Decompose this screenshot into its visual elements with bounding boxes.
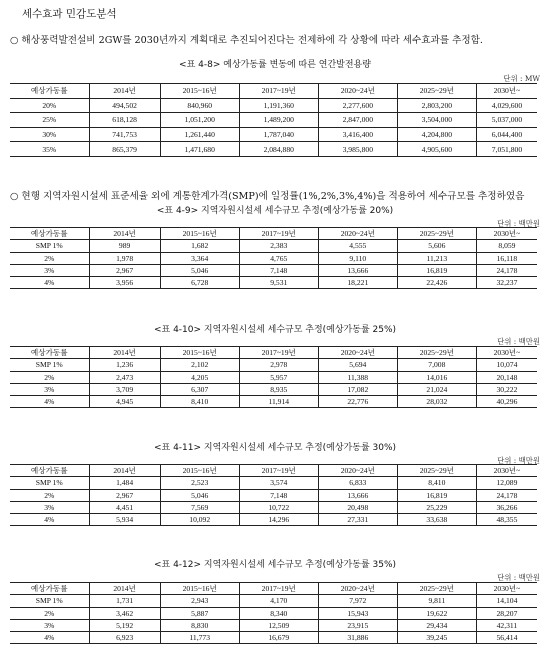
table-cell: 28,032 (397, 396, 476, 408)
table-cell: 1,489,200 (239, 113, 318, 128)
table-cell: 2,523 (160, 477, 239, 489)
table-unit-4-9: 단위 : 백만원 (497, 219, 540, 228)
column-header: 2017~19년 (239, 84, 318, 99)
row-label-cell: 2% (10, 371, 89, 383)
table-cell: 6,728 (160, 277, 239, 289)
table-cell: 36,266 (476, 501, 537, 513)
table-header-row (10, 347, 537, 359)
column-header: 2017~19년 (239, 465, 318, 477)
row-label-cell: 2% (10, 607, 89, 619)
table-cell: 10,722 (239, 501, 318, 513)
bullet-paragraph-1: ○ 해상풍력발전설비 2GW를 2030년까지 계획대로 추진되어진다는 전제하에 각 상황에 따라 세수효과를 추정함. (10, 35, 483, 46)
table-cell: 4,029,600 (476, 98, 537, 113)
table-row (10, 98, 537, 113)
table-4-12 (10, 582, 537, 644)
column-header: 2017~19년 (239, 583, 318, 595)
table-cell: 2,967 (89, 489, 160, 501)
table-cell: 2,943 (160, 595, 239, 607)
bullet-paragraph-2: ○ 현행 지역자원시설세 표준세율 외에 계통한계가격(SMP)에 일정률(1%,2%,3%,4%)을 적용하여 세수규모를 추정하였음 (10, 191, 525, 202)
table-cell: 4,451 (89, 501, 160, 513)
table-row (10, 142, 537, 157)
column-header: 2025~29년 (397, 84, 476, 99)
table-row (10, 489, 537, 501)
table-row (10, 371, 537, 383)
table-unit-4-8: 단위 : MW (503, 74, 540, 83)
row-label-cell: 4% (10, 514, 89, 526)
table-cell: 1,236 (89, 359, 160, 371)
row-label-cell: 3% (10, 619, 89, 631)
table-cell: 2,967 (89, 264, 160, 276)
table-cell: 18,221 (318, 277, 397, 289)
table-cell: 7,051,800 (476, 142, 537, 157)
table-cell: 2,803,200 (397, 98, 476, 113)
table-cell: 1,051,200 (160, 113, 239, 128)
column-header: 2030년~ (476, 347, 537, 359)
table-cell: 5,694 (318, 359, 397, 371)
table-cell: 2,978 (239, 359, 318, 371)
column-header: 2015~16년 (160, 228, 239, 240)
table-cell: 40,296 (476, 396, 537, 408)
table-cell: 3,985,800 (318, 142, 397, 157)
table-cell: 3,956 (89, 277, 160, 289)
table-cell: 11,388 (318, 371, 397, 383)
table-cell: 1,787,040 (239, 127, 318, 142)
table-row (10, 396, 537, 408)
table-row (10, 383, 537, 395)
table-4-9 (10, 227, 537, 289)
table-cell: 3,709 (89, 383, 160, 395)
table-cell: 4,170 (239, 595, 318, 607)
column-header: 2014년 (89, 465, 160, 477)
table-cell: 31,886 (318, 632, 397, 644)
table-cell: 48,355 (476, 514, 537, 526)
table-cell: 5,934 (89, 514, 160, 526)
row-label-cell: 2% (10, 489, 89, 501)
table-cell: 1,731 (89, 595, 160, 607)
table-header-row (10, 84, 537, 99)
table-cell: 25,229 (397, 501, 476, 513)
row-label-cell: 4% (10, 632, 89, 644)
table-cell: 14,296 (239, 514, 318, 526)
table-cell: 8,410 (160, 396, 239, 408)
table-cell: 30,222 (476, 383, 537, 395)
table-cell: 24,178 (476, 264, 537, 276)
row-label-cell: 3% (10, 264, 89, 276)
table-cell: 1,484 (89, 477, 160, 489)
table-caption-4-10: <표 4-10> 지역자원시설세 세수규모 추정(예상가동률 25%) (153, 325, 397, 335)
table-row (10, 359, 537, 371)
table-cell: 1,978 (89, 252, 160, 264)
column-header: 2030년~ (476, 228, 537, 240)
column-header: 2020~24년 (318, 228, 397, 240)
table-4-8 (10, 83, 537, 157)
table-cell: 29,434 (397, 619, 476, 631)
table-unit-4-11: 단위 : 백만원 (497, 456, 540, 465)
column-header: 2017~19년 (239, 228, 318, 240)
table-cell: 17,082 (318, 383, 397, 395)
row-label-cell: SMP 1% (10, 477, 89, 489)
table-cell: 56,414 (476, 632, 537, 644)
table-cell: 32,237 (476, 277, 537, 289)
table-caption-4-9: <표 4-9> 지역자원시설세 세수규모 추정(예상가동률 20%) (156, 206, 394, 216)
row-label-cell: 25% (10, 113, 89, 128)
table-caption-4-8: <표 4-8> 예상가동률 변동에 따른 연간발전용량 (179, 60, 371, 70)
row-label-cell: 20% (10, 98, 89, 113)
table-row (10, 514, 537, 526)
table-cell: 11,773 (160, 632, 239, 644)
row-label-cell: 3% (10, 383, 89, 395)
row-label-cell: 3% (10, 501, 89, 513)
row-label-cell: 35% (10, 142, 89, 157)
table-cell: 11,213 (397, 252, 476, 264)
table-cell: 3,574 (239, 477, 318, 489)
table-cell: 1,261,440 (160, 127, 239, 142)
table-cell: 6,044,400 (476, 127, 537, 142)
table-cell: 7,569 (160, 501, 239, 513)
table-cell: 2,277,600 (318, 98, 397, 113)
table-cell: 4,945 (89, 396, 160, 408)
table-cell: 22,426 (397, 277, 476, 289)
column-header: 2020~24년 (318, 347, 397, 359)
table-row (10, 277, 537, 289)
table-cell: 2,847,000 (318, 113, 397, 128)
column-header: 2015~16년 (160, 465, 239, 477)
column-header: 예상가동률 (10, 347, 89, 359)
table-header-row (10, 228, 537, 240)
table-cell: 39,245 (397, 632, 476, 644)
table-cell: 6,307 (160, 383, 239, 395)
table-row (10, 595, 537, 607)
table-cell: 4,204,800 (397, 127, 476, 142)
table-cell: 494,502 (89, 98, 160, 113)
column-header: 예상가동률 (10, 228, 89, 240)
table-cell: 12,089 (476, 477, 537, 489)
column-header: 예상가동률 (10, 583, 89, 595)
column-header: 2025~29년 (397, 347, 476, 359)
table-cell: 865,379 (89, 142, 160, 157)
row-label-cell: SMP 1% (10, 595, 89, 607)
table-cell: 5,046 (160, 264, 239, 276)
column-header: 2030년~ (476, 465, 537, 477)
table-cell: 741,753 (89, 127, 160, 142)
table-cell: 840,960 (160, 98, 239, 113)
table-cell: 33,638 (397, 514, 476, 526)
table-caption-4-11: <표 4-11> 지역자원시설세 세수규모 추정(예상가동률 30%) (153, 443, 397, 453)
row-label-cell: 4% (10, 396, 89, 408)
table-cell: 9,811 (397, 595, 476, 607)
table-cell: 8,935 (239, 383, 318, 395)
column-header: 2014년 (89, 583, 160, 595)
table-cell: 7,972 (318, 595, 397, 607)
table-cell: 7,008 (397, 359, 476, 371)
table-cell: 19,622 (397, 607, 476, 619)
table-cell: 5,037,000 (476, 113, 537, 128)
table-cell: 9,110 (318, 252, 397, 264)
column-header: 2014년 (89, 84, 160, 99)
table-cell: 16,819 (397, 489, 476, 501)
table-cell: 2,084,880 (239, 142, 318, 157)
table-row (10, 477, 537, 489)
column-header: 2015~16년 (160, 583, 239, 595)
row-label-cell: SMP 1% (10, 359, 89, 371)
table-cell: 8,410 (397, 477, 476, 489)
table-header-row (10, 465, 537, 477)
table-cell: 21,024 (397, 383, 476, 395)
table-caption-4-12: <표 4-12> 지역자원시설세 세수규모 추정(예상가동률 35%) (153, 560, 397, 570)
column-header: 2025~29년 (397, 465, 476, 477)
table-cell: 16,679 (239, 632, 318, 644)
table-cell: 16,819 (397, 264, 476, 276)
table-row (10, 264, 537, 276)
table-cell: 14,016 (397, 371, 476, 383)
column-header: 예상가동률 (10, 84, 89, 99)
table-cell: 2,102 (160, 359, 239, 371)
table-cell: 1,682 (160, 240, 239, 252)
table-cell: 15,943 (318, 607, 397, 619)
column-header: 2014년 (89, 228, 160, 240)
table-cell: 3,364 (160, 252, 239, 264)
column-header: 2030년~ (476, 583, 537, 595)
table-cell: 2,383 (239, 240, 318, 252)
table-cell: 28,207 (476, 607, 537, 619)
column-header: 2030년~ (476, 84, 537, 99)
column-header: 2020~24년 (318, 583, 397, 595)
table-cell: 4,205 (160, 371, 239, 383)
column-header: 2025~29년 (397, 228, 476, 240)
section-title: 세수효과 민감도분석 (22, 8, 117, 20)
table-cell: 3,416,400 (318, 127, 397, 142)
row-label-cell: 4% (10, 277, 89, 289)
table-cell: 3,462 (89, 607, 160, 619)
table-4-11 (10, 464, 537, 526)
table-cell: 5,192 (89, 619, 160, 631)
table-cell: 6,833 (318, 477, 397, 489)
table-row (10, 607, 537, 619)
table-cell: 1,191,360 (239, 98, 318, 113)
row-label-cell: SMP 1% (10, 240, 89, 252)
table-cell: 8,830 (160, 619, 239, 631)
table-cell: 3,504,000 (397, 113, 476, 128)
column-header: 2015~16년 (160, 347, 239, 359)
table-cell: 12,509 (239, 619, 318, 631)
table-cell: 16,118 (476, 252, 537, 264)
row-label-cell: 30% (10, 127, 89, 142)
table-cell: 5,887 (160, 607, 239, 619)
table-row (10, 252, 537, 264)
column-header: 2020~24년 (318, 84, 397, 99)
table-cell: 5,046 (160, 489, 239, 501)
table-cell: 2,473 (89, 371, 160, 383)
table-row (10, 240, 537, 252)
table-cell: 4,765 (239, 252, 318, 264)
table-cell: 7,148 (239, 264, 318, 276)
table-cell: 24,178 (476, 489, 537, 501)
column-header: 2020~24년 (318, 465, 397, 477)
table-cell: 10,074 (476, 359, 537, 371)
table-cell: 4,905,600 (397, 142, 476, 157)
table-unit-4-12: 단위 : 백만원 (497, 573, 540, 582)
table-row (10, 632, 537, 644)
column-header: 예상가동률 (10, 465, 89, 477)
table-row (10, 619, 537, 631)
table-cell: 7,148 (239, 489, 318, 501)
table-cell: 8,340 (239, 607, 318, 619)
table-cell: 9,531 (239, 277, 318, 289)
table-cell: 20,148 (476, 371, 537, 383)
table-cell: 11,914 (239, 396, 318, 408)
table-cell: 6,923 (89, 632, 160, 644)
table-cell: 8,059 (476, 240, 537, 252)
table-cell: 1,471,680 (160, 142, 239, 157)
table-row (10, 501, 537, 513)
table-cell: 27,331 (318, 514, 397, 526)
table-cell: 989 (89, 240, 160, 252)
column-header: 2015~16년 (160, 84, 239, 99)
table-cell: 13,666 (318, 489, 397, 501)
table-cell: 5,606 (397, 240, 476, 252)
table-4-10 (10, 346, 537, 408)
table-cell: 5,957 (239, 371, 318, 383)
row-label-cell: 2% (10, 252, 89, 264)
table-cell: 14,104 (476, 595, 537, 607)
table-cell: 10,092 (160, 514, 239, 526)
table-header-row (10, 583, 537, 595)
table-cell: 4,555 (318, 240, 397, 252)
column-header: 2017~19년 (239, 347, 318, 359)
table-row (10, 113, 537, 128)
table-cell: 13,666 (318, 264, 397, 276)
column-header: 2025~29년 (397, 583, 476, 595)
table-cell: 20,498 (318, 501, 397, 513)
table-row (10, 127, 537, 142)
table-cell: 618,128 (89, 113, 160, 128)
table-cell: 22,776 (318, 396, 397, 408)
table-cell: 23,915 (318, 619, 397, 631)
column-header: 2014년 (89, 347, 160, 359)
table-unit-4-10: 단위 : 백만원 (497, 337, 540, 346)
table-cell: 42,311 (476, 619, 537, 631)
